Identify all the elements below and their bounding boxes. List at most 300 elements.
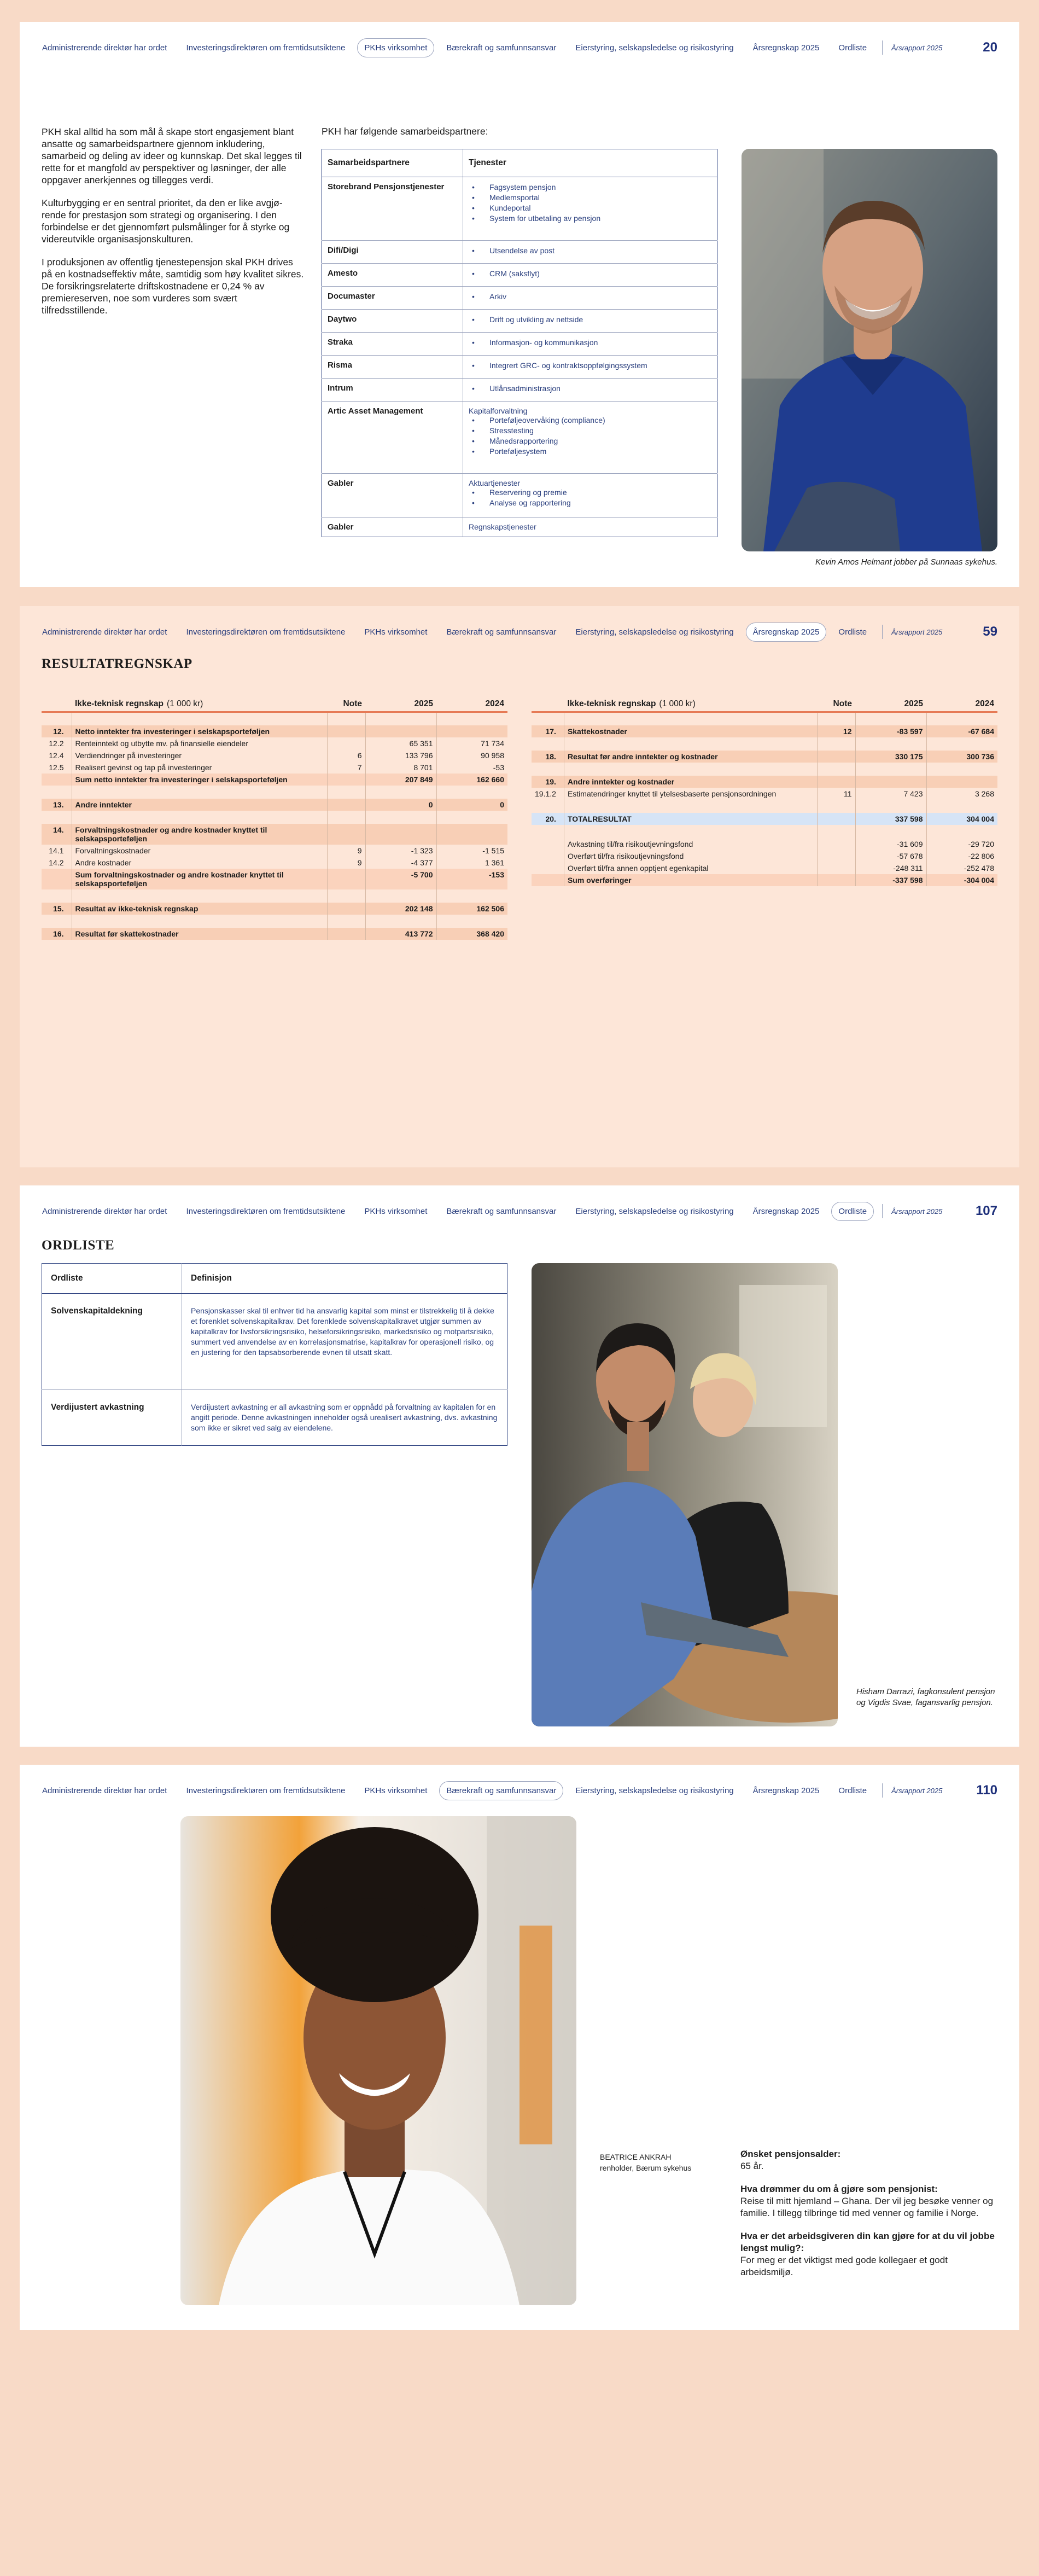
nav-link[interactable]: Investeringsdirektøren om fremtidsutsiktene [186, 43, 346, 53]
statement-y1 [855, 776, 926, 788]
statement-note [327, 799, 365, 811]
statement-code [42, 915, 72, 928]
glossary-row [42, 1390, 507, 1446]
report-link[interactable]: Årsrapport 2025 [891, 43, 943, 52]
partner-row [322, 379, 717, 402]
statement-desc: Resultat før skattekostnader [72, 928, 327, 940]
statement-row [42, 869, 507, 889]
intro-paragraph: Kulturbygging er en sentral prioritet, da den er like avgjø-rende for prestasjon som strategi og organisering. I den forbindelse er det gjennomført pulsmålinger for å styrke og videreutvikle organisasjonskulturen. [42, 197, 290, 245]
statement-row [42, 786, 507, 799]
service-list [469, 360, 711, 371]
statement-code [42, 811, 72, 824]
nav-link[interactable]: PKHs virksomhet [364, 627, 428, 637]
partner-row [322, 333, 717, 356]
header-blank [532, 697, 564, 712]
statement-y2 [436, 915, 507, 928]
service-item: • Fagsystem pensjon [469, 182, 711, 193]
statement-desc [564, 825, 817, 838]
statement-y1: -5 700 [365, 869, 436, 889]
statement-row [532, 788, 997, 800]
section-title: ORDLISTE [42, 1238, 115, 1253]
header-label-text: Ikke-teknisk regnskap [75, 699, 164, 708]
partner-services [463, 264, 717, 287]
header-label-text: Ikke-teknisk regnskap [567, 699, 656, 708]
statement-row [42, 725, 507, 737]
service-item: • Arkiv [469, 292, 711, 302]
statement-code: 19.1.2 [532, 788, 564, 800]
statement-header [42, 697, 507, 712]
partner-row [322, 241, 717, 264]
nav-link[interactable]: Ordliste [838, 43, 867, 53]
partner-name: Straka [322, 333, 463, 356]
statement-y2: 0 [436, 799, 507, 811]
income-statement-left [42, 697, 507, 940]
statement-note [327, 737, 365, 749]
statement-note [817, 751, 855, 763]
service-list [469, 315, 711, 325]
partner-row [322, 287, 717, 310]
partner-row [322, 264, 717, 287]
partner-row [322, 177, 717, 241]
service-item: • Integrert GRC- og kontraktsoppfølgingssystem [469, 360, 711, 371]
statement-code [532, 825, 564, 838]
statement-desc: Estimatendringer knyttet til ytelsesbaserte pensjonsordningen [564, 788, 817, 800]
statement-y1: -248 311 [855, 862, 926, 874]
statement-row [532, 850, 997, 862]
statement-row [532, 813, 997, 825]
statement-row [42, 737, 507, 749]
statement-code: 14.1 [42, 845, 72, 857]
nav-link[interactable]: Årsregnskap 2025 [752, 1786, 820, 1795]
statement-note: 6 [327, 749, 365, 761]
statement-note [817, 712, 855, 725]
statement-code: 12.2 [42, 737, 72, 749]
statement-y1: 0 [365, 799, 436, 811]
partners-lead: PKH har følgende samarbeidspartnere: [322, 126, 488, 137]
statement-note [817, 874, 855, 886]
service-item: • Porteføljeovervåking (compliance) [469, 415, 711, 426]
partner-name: Storebrand Pensjonstjenester [322, 177, 463, 241]
statement-row [42, 749, 507, 761]
photo-caption: Kevin Amos Helmant jobber på Sunnaas sykehus. [815, 557, 997, 567]
statement-y2 [436, 824, 507, 845]
partner-row [322, 356, 717, 379]
partner-row [322, 402, 717, 474]
statement-y1: 207 849 [365, 774, 436, 786]
statement-desc [72, 915, 327, 928]
top-nav [42, 35, 997, 60]
statement-y2: -304 004 [926, 874, 997, 886]
statement-row [532, 800, 997, 813]
partner-services [463, 402, 717, 474]
statement-y2 [926, 776, 997, 788]
colleagues-photo [532, 1263, 838, 1726]
nav-divider [882, 1783, 883, 1798]
header-unit: (1 000 kr) [166, 699, 203, 708]
statement-desc: Resultat før andre inntekter og kostnader [564, 751, 817, 763]
statement-desc [564, 763, 817, 776]
statement-y2: 1 361 [485, 858, 504, 867]
nav-link[interactable]: Bærekraft og samfunnsansvar [446, 43, 557, 53]
statement-note [327, 824, 365, 845]
statement-code: 20. [532, 813, 564, 825]
answer: Reise til mitt hjemland – Ghana. Der vil jeg besøke venner og familie. I tillegg tilbringe tid med venner og familie i Norge. [740, 2196, 994, 2218]
statement-code [42, 786, 72, 799]
statement-y2 [436, 725, 507, 737]
header-label [564, 697, 817, 712]
partner-services [463, 356, 717, 379]
question: Hva er det arbeidsgiveren din kan gjøre for at du vil jobbe lengst mulig?: [740, 2231, 995, 2253]
nav-divider [882, 1204, 883, 1218]
service-list [469, 383, 711, 394]
statement-y2: -1 515 [482, 846, 504, 855]
header-2025: 2025 [855, 697, 926, 712]
statement-y1 [855, 737, 926, 751]
page-59 [20, 606, 1019, 1167]
header-unit: (1 000 kr) [659, 699, 696, 708]
services-header: Tjenester [463, 149, 717, 177]
nav-link[interactable]: PKHs virksomhet [357, 38, 434, 57]
statement-row [532, 776, 997, 788]
statement-code [532, 874, 564, 886]
statement-desc: Sum forvaltningskostnader og andre kostnader knyttet til selskapsporteføljen [72, 869, 327, 889]
service-group: Kapitalforvaltning [469, 406, 528, 415]
partners-header: Samarbeidspartnere [322, 149, 463, 177]
statement-desc [72, 811, 327, 824]
partner-name: Difi/Digi [322, 241, 463, 264]
statement-note [817, 800, 855, 813]
statement-y2 [926, 763, 997, 776]
statement-desc: Sum netto inntekter fra investeringer i selskapsporteføljen [72, 774, 327, 786]
glossary-term: Solvenskapitaldekning [42, 1294, 182, 1390]
statement-y1 [365, 725, 436, 737]
statement-row [532, 737, 997, 751]
partner-services [463, 474, 717, 517]
top-nav [42, 619, 997, 644]
statement-y1: 337 598 [855, 813, 926, 825]
statement-code [532, 712, 564, 725]
header-note: Note [817, 697, 855, 712]
nav-link[interactable]: Årsregnskap 2025 [752, 1206, 820, 1216]
top-nav [42, 1199, 997, 1224]
statement-y2: -53 [493, 763, 504, 772]
partner-name: Amesto [322, 264, 463, 287]
statement-y2 [436, 786, 507, 799]
nav-link[interactable]: Eierstyring, selskapsledelse og risikostyring [575, 627, 734, 637]
statement-note [327, 725, 365, 737]
statement-row [42, 811, 507, 824]
nav-link[interactable]: Eierstyring, selskapsledelse og risikostyring [575, 1206, 734, 1216]
statement-note [817, 825, 855, 838]
statement-note: 11 [817, 788, 855, 800]
nav-link[interactable]: Administrerende direktør har ordet [42, 627, 167, 637]
glossary-term: Verdijustert avkastning [42, 1390, 182, 1446]
statement-y1: -57 678 [855, 850, 926, 862]
statement-y2 [436, 712, 507, 725]
statement-y1 [365, 811, 436, 824]
statement-y1: 8 701 [365, 761, 436, 774]
nav-link[interactable]: PKHs virksomhet [364, 1786, 428, 1795]
statement-y2 [436, 889, 507, 903]
statement-code: 14.2 [42, 857, 72, 869]
nav-link[interactable]: Årsregnskap 2025 [746, 623, 827, 642]
statement-y1: 133 796 [365, 749, 436, 761]
person-role: renholder, Bærum sykehus [600, 2164, 692, 2172]
statement-row [42, 712, 507, 725]
service-item: • Utlånsadministrasjon [469, 383, 711, 394]
service-group: Aktuartjenester [469, 479, 521, 487]
glossary-row [42, 1294, 507, 1390]
nav-link[interactable]: Eierstyring, selskapsledelse og risikostyring [575, 1786, 734, 1795]
statement-y1 [365, 712, 436, 725]
nav-link[interactable]: Eierstyring, selskapsledelse og risikostyring [575, 43, 734, 53]
statement-row [42, 889, 507, 903]
statement-desc: TOTALRESULTAT [564, 813, 817, 825]
statement-y2: 368 420 [436, 928, 507, 940]
statement-row [42, 761, 507, 774]
statement-y1 [365, 889, 436, 903]
glossary-table [42, 1263, 507, 1446]
answer: 65 år. [740, 2161, 764, 2171]
statement-note [327, 774, 365, 786]
statement-row [532, 725, 997, 737]
page-20 [20, 22, 1019, 587]
statement-desc: Overført til/fra risikoutjevningsfond [564, 850, 817, 862]
statement-desc: Andre inntekter [72, 799, 327, 811]
statement-y1: -337 598 [855, 874, 926, 886]
nav-link[interactable]: Investeringsdirektøren om fremtidsutsiktene [186, 627, 346, 637]
statement-y2: 71 734 [481, 739, 504, 748]
statement-row [42, 857, 507, 869]
report-link[interactable]: Årsrapport 2025 [891, 1207, 943, 1216]
statement-row [532, 751, 997, 763]
income-statement-right [532, 697, 997, 886]
statement-y2: 304 004 [926, 813, 997, 825]
nav-link[interactable]: Administrerende direktør har ordet [42, 1206, 167, 1216]
statement-row [42, 799, 507, 811]
statement-desc: Renteinntekt og utbytte mv. på finansielle eiendeler [72, 737, 327, 749]
nav-link[interactable]: PKHs virksomhet [364, 1206, 428, 1216]
statement-desc [564, 800, 817, 813]
statement-desc: Verdiendringer på investeringer [72, 749, 327, 761]
nav-link[interactable]: Bærekraft og samfunnsansvar [446, 1206, 557, 1216]
statement-row [42, 845, 507, 857]
service-list [469, 269, 711, 279]
nav-link[interactable]: Ordliste [838, 1786, 867, 1795]
statement-code: 12. [42, 725, 72, 737]
service-item: • Månedsrapportering [469, 436, 711, 446]
statement-code [532, 862, 564, 874]
statement-y1 [365, 786, 436, 799]
statement-y2 [926, 825, 997, 838]
intro-text [42, 126, 304, 327]
statement-y2 [926, 800, 997, 813]
statement-code: 18. [532, 751, 564, 763]
service-item: • Medlemsportal [469, 193, 711, 203]
statement-note [817, 763, 855, 776]
page-110 [20, 1765, 1019, 2330]
partner-name: Artic Asset Management [322, 402, 463, 474]
statement-y1: -83 597 [855, 725, 926, 737]
question: Hva drømmer du om å gjøre som pensjonist: [740, 2184, 938, 2194]
statement-desc [72, 889, 327, 903]
statement-note [817, 838, 855, 850]
statement-y1 [855, 825, 926, 838]
statement-code [532, 838, 564, 850]
statement-note: 7 [327, 761, 365, 774]
section-title: RESULTATREGNSKAP [42, 656, 192, 671]
statement-note [817, 813, 855, 825]
statement-y2: 162 506 [436, 903, 507, 915]
statement-code [532, 763, 564, 776]
statement-desc [72, 712, 327, 725]
statement-y2: 90 958 [481, 751, 504, 760]
nav-divider [882, 625, 883, 639]
statement-note [327, 869, 365, 889]
nav-link[interactable]: Ordliste [831, 1202, 874, 1221]
service-item: • Informasjon- og kommunikasjon [469, 338, 711, 348]
service-item: • CRM (saksflyt) [469, 269, 711, 279]
glossary-term-header: Ordliste [42, 1264, 182, 1294]
statement-row [532, 763, 997, 776]
statement-code [42, 889, 72, 903]
employee-photo [742, 149, 997, 551]
statement-code [42, 774, 72, 786]
nav-link[interactable]: Investeringsdirektøren om fremtidsutsiktene [186, 1786, 346, 1795]
statement-y2: 300 736 [926, 751, 997, 763]
statement-y2: -22 806 [968, 851, 994, 860]
nav-link[interactable]: Årsregnskap 2025 [752, 43, 820, 53]
statement-code: 14. [42, 824, 72, 845]
statement-desc: Andre kostnader [72, 857, 327, 869]
service-item: • Porteføljesystem [469, 446, 711, 457]
statement-desc: Forvaltningskostnader [72, 845, 327, 857]
portrait-photo [180, 1816, 576, 2305]
statement-row [42, 915, 507, 928]
glossary-definition: Pensjonskasser skal til enhver tid ha ansvarlig kapital som minst er tilstrekkelig til å dekke et forenklet solvenskapitalkrav. Det forenklede solvenskapitalkravet utgjør summen av kapitalkrav for livsforsikringsrisiko, helseforsikringsrisiko, markedsrisiko og motpartsrisiko, summert ved anvendelse av en korrelasjonsmatrise, kapitalkrav for operasjonell risiko, og en justering for den tapsabsorberende evnen til utsatt skatt. [182, 1294, 507, 1390]
statement-y1 [855, 712, 926, 725]
statement-code [42, 869, 72, 889]
statement-y1: 7 423 [855, 788, 926, 800]
partner-services [463, 241, 717, 264]
statement-note [817, 862, 855, 874]
page-number: 59 [983, 624, 997, 639]
statement-row [42, 928, 507, 940]
partner-services [463, 310, 717, 333]
partner-services [463, 333, 717, 356]
service-item: • Reservering og premie [469, 487, 711, 498]
nav-link[interactable]: Administrerende direktør har ordet [42, 1786, 167, 1795]
statement-desc [72, 786, 327, 799]
statement-desc: Forvaltningskostnader og andre kostnader knyttet til selskapsporteføljen [72, 824, 327, 845]
question: Ønsket pensjonsalder: [740, 2149, 841, 2159]
statement-y2: -252 478 [964, 863, 994, 873]
nav-link[interactable]: Bærekraft og samfunnsansvar [439, 1781, 563, 1800]
statement-note [327, 903, 365, 915]
page-number: 107 [975, 1203, 997, 1218]
nav-link[interactable]: Administrerende direktør har ordet [42, 43, 167, 53]
partner-services [463, 517, 717, 537]
header-note: Note [327, 697, 365, 712]
statement-code: 13. [42, 799, 72, 811]
statement-desc: Overført til/fra annen opptjent egenkapital [564, 862, 817, 874]
partner-name: Gabler [322, 474, 463, 517]
statement-note [327, 889, 365, 903]
intro-paragraph: I produksjonen av offentlig tjenestepensjon skal PKH drives på en kostnadseffektiv måte, samtidig som høy kvalitet sikres. De forsikringsrelaterte driftskostnadene er 0,24 % av premiereserven, noe som vurderes som svært tilfredsstillende. [42, 257, 304, 316]
partner-row [322, 517, 717, 537]
partner-row [322, 474, 717, 517]
person-name: BEATRICE ANKRAH [600, 2153, 672, 2161]
partner-name: Risma [322, 356, 463, 379]
statement-code [42, 712, 72, 725]
nav-link[interactable]: Investeringsdirektøren om fremtidsutsiktene [186, 1206, 346, 1216]
statement-y2 [926, 737, 997, 751]
statement-row [42, 903, 507, 915]
statement-code [532, 850, 564, 862]
statement-row [532, 874, 997, 886]
statement-desc: Realisert gevinst og tap på investeringer [72, 761, 327, 774]
service-item: • Analyse og rapportering [469, 498, 711, 508]
statement-note [817, 737, 855, 751]
top-nav [42, 1778, 997, 1803]
interview-qa [740, 2148, 997, 2278]
photo-caption: Hisham Darrazi, fagkonsulent pensjon og Vigdis Svae, fagansvarlig pensjon. [856, 1687, 995, 1707]
service-item: • Utsendelse av post [469, 246, 711, 256]
statement-y2: -67 684 [926, 725, 997, 737]
partner-name: Gabler [322, 517, 463, 537]
nav-link[interactable]: Ordliste [838, 627, 867, 637]
header-2024: 2024 [436, 697, 507, 712]
service-group: Regnskapstjenester [469, 522, 536, 531]
statement-y1: -4 377 [365, 857, 436, 869]
intro-paragraph: PKH skal alltid ha som mål å skape stort engasjement blant ansatte og samarbeidspartnere gjennom inkludering, samarbeid og deling av ideer og kunnskap. Det skal legges til rette for et mangfold av perspektiver og løsninger, der alle oppgaver anerkjennes og tillegges verdi. [42, 126, 302, 185]
partner-services [463, 177, 717, 241]
report-link[interactable]: Årsrapport 2025 [891, 627, 943, 636]
statement-row [532, 838, 997, 850]
glossary-def-header: Definisjon [182, 1264, 507, 1294]
statement-y2 [926, 712, 997, 725]
statement-code: 17. [532, 725, 564, 737]
statement-y2: -29 720 [968, 839, 994, 848]
statement-code: 12.4 [42, 749, 72, 761]
service-list [469, 487, 711, 508]
header-label [72, 697, 327, 712]
service-list [469, 182, 711, 224]
page-number: 110 [976, 1783, 997, 1798]
statement-note [327, 786, 365, 799]
statement-row [532, 862, 997, 874]
statement-note [327, 915, 365, 928]
statement-note: 9 [327, 857, 365, 869]
statement-note [327, 811, 365, 824]
nav-link[interactable]: Bærekraft og samfunnsansvar [446, 627, 557, 637]
service-list [469, 292, 711, 302]
statement-y1: 413 772 [365, 928, 436, 940]
statement-note: 9 [327, 845, 365, 857]
statement-note: 12 [817, 725, 855, 737]
statement-row [532, 825, 997, 838]
statement-row [532, 712, 997, 725]
statement-code: 15. [42, 903, 72, 915]
nav-divider [882, 40, 883, 55]
service-item: • Drift og utvikling av nettside [469, 315, 711, 325]
report-link[interactable]: Årsrapport 2025 [891, 1786, 943, 1795]
page-number: 20 [983, 40, 997, 55]
statement-code: 12.5 [42, 761, 72, 774]
statement-desc: Sum overføringer [564, 874, 817, 886]
partner-services [463, 379, 717, 402]
partner-row [322, 310, 717, 333]
